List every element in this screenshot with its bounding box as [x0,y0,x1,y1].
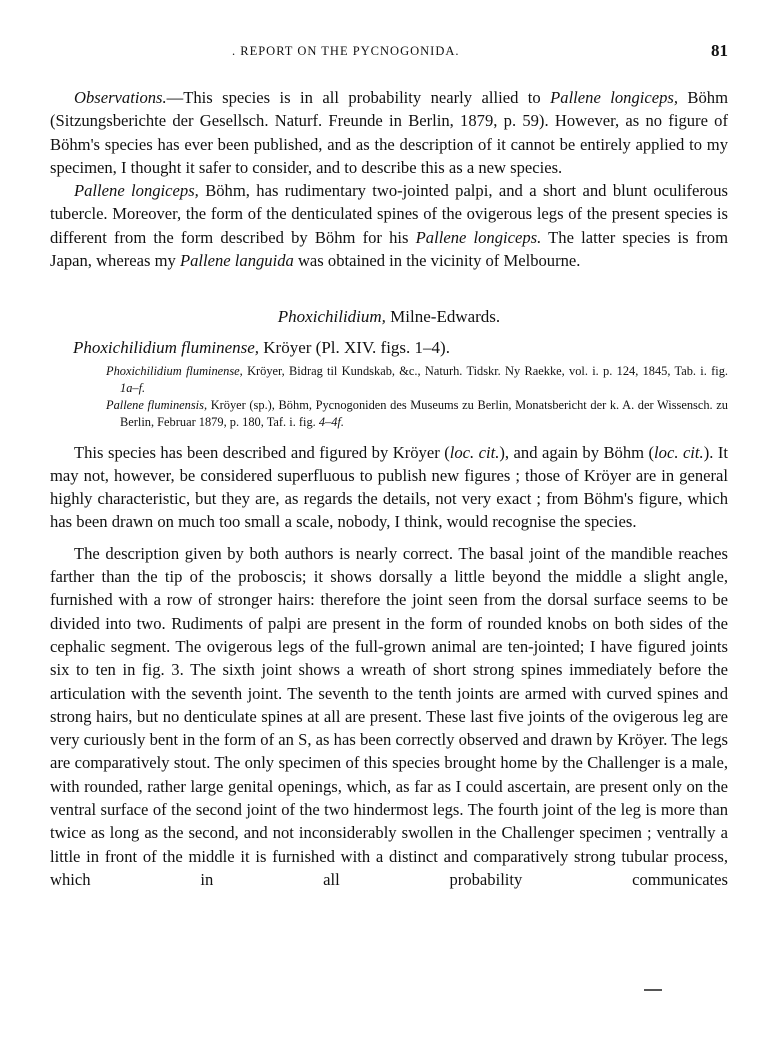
species-name: Pallene longiceps. [415,227,542,247]
loc-cit: loc. cit. [449,442,500,462]
species-heading-name: Phoxichilidium fluminense, [73,338,260,358]
comparison-text-a: Böhm, has rudimentary two-jointed palpi, and a short and blunt oculiferous tubercle. Moreover, the form of the denticulated spines of the ovigerous legs of the present species is different from the form described by Böhm for his [50,181,728,247]
species-heading-author: Kröyer (Pl. XIV. figs. 1–4). [259,338,450,358]
running-head [50,41,728,64]
species-name: Pallene longiceps, [74,181,199,201]
synonym-name: Pallene fluminensis, [106,397,208,412]
figures-text-b: ), and again by Böhm ( [499,442,655,462]
paragraph-observations [50,86,728,179]
paragraph-description: The description given by both authors is nearly correct. The basal joint of the mandible reaches farther than the tip of the proboscis; it shows dorsally a little beyond the middle a slight angle, furnished with a row of stronger hairs: therefore the joint seen from the dorsal surface seems to be divided into two. Rudiments of palpi are present in the form of rounded knobs on both sides of the cephalic segment. The ovigerous legs of the full-grown animal are ten-jointed; I have figured joints six to ten in fig. 3. The sixth joint shows a wreath of short strong spines immediately before the articulation with the seventh joint. The seventh to the tenth joints are armed with curved spines and strong hairs, but no denticulate spines at all are present. These last five joints of the ovigerous leg are very curiously bent in the form of an S, as has been correctly observed and drawn by Kröyer. The legs are comparatively stout. The only specimen of this species brought home by the Challenger is a male, with rounded, rather large genital openings, which, as far as I could ascertain, are present only on the ventral surface of the second joint of the two hindermost legs. The fourth joint of the leg is more than twice as long as the second, and not inconsiderably swollen in the Challenger specimen ; ventrally a little in front of the middle it is furnished with a distinct and comparatively strong tubular process, which in all probability communicates [50,543,728,889]
running-head-title: . REPORT ON THE PYCNOGONIDA. [232,44,460,58]
figures-text-c: ). It may not, however, be considered superfluous to publish new figures ; those of Kröyer are in general highly characteristic, but they are, as regards the details, not very exact ; from Böhm's figure, which has been drawn on much too small a scale, nobody, I think, would recognise the species. [50,442,728,532]
figures-text-a: This species has been described and figured by Kröyer ( [74,442,450,462]
genus-author: Milne-Edwards. [385,307,501,327]
observations-text-a: —This species is in all probability nearly allied to [166,88,551,107]
paragraph-figures [50,441,728,534]
species-heading [73,336,728,360]
genus-name: Phoxichilidium, [277,307,386,327]
synonym-figure: 4–4f. [318,414,344,429]
loc-cit: loc. cit. [654,442,704,462]
page-number: 81 [711,41,728,60]
comparison-text-c: was obtained in the vicinity of Melbourne. [293,251,581,271]
observations-label: Observations. [74,88,167,107]
genus-heading [50,305,728,329]
synonym-citation: Kröyer (sp.), Böhm, Pycnogoniden des Museums zu Berlin, Monatsbericht der k. A. der Wissensch. zu Berlin, Februar 1879, p. 180, Taf. i. fig. [120,397,728,429]
synonym-entry [106,397,728,431]
synonym-name: Phoxichilidium fluminense, [106,364,243,379]
synonym-figure: 1a–f. [120,381,146,396]
synonym-entry [106,363,728,397]
paragraph-comparison [50,179,728,272]
observations-text-b: Böhm (Sitzungsberichte der Gesellsch. Naturf. Freunde in Berlin, 1879, p. 59). However, as no figure of Böhm's species has ever been published, and as the description of it cannot be entirely applied to my specimen, I thought it safer to consider, and to describe this as a new species. [50,88,728,177]
species-name: Pallene languida [179,251,294,271]
observations-species: Pallene longiceps, [550,88,678,107]
comparison-text-b: The latter species is from Japan, whereas my [50,227,728,271]
synonym-citation: Kröyer, Bidrag til Kundskab, &c., Naturh. Tidskr. Ny Raekke, vol. i. p. 124, 1845, Tab. i. fig. [242,364,728,379]
body-text [50,86,728,891]
footer-mark [644,989,662,991]
